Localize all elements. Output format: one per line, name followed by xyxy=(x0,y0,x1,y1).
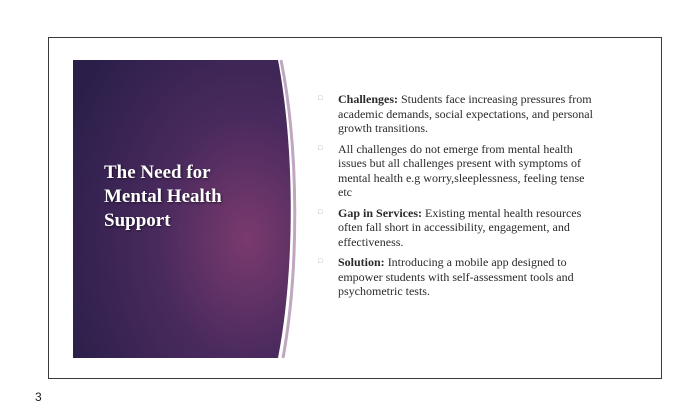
bullet-list xyxy=(318,92,596,305)
bullet-marker-icon: □ xyxy=(318,207,323,216)
bullet-text: Introducing a mobile app designed to empower students with self-assessment tools and psychometric tests. xyxy=(338,255,574,298)
slide-title: The Need for Mental Health Support xyxy=(104,162,222,231)
bullet-marker-icon: □ xyxy=(318,94,323,102)
bullet-heading: Challenges: xyxy=(338,92,398,106)
bullet-solution xyxy=(318,255,596,299)
page-number: 3 xyxy=(35,390,42,404)
bullet-text: All challenges do not emerge from mental health issues but all challenges present with symptoms of mental health e.g worry,sleeplessness, feeling tense etc xyxy=(338,141,585,199)
bullet-marker-icon: □ xyxy=(318,143,323,152)
bullet-heading: Gap in Services: xyxy=(338,205,422,220)
bullet-symptoms xyxy=(318,142,596,200)
bullet-text: Students face increasing pressures from academic demands, social expectations, and personal growth transitions. xyxy=(338,92,593,135)
bullet-heading: Solution: xyxy=(338,255,385,269)
bullet-challenges xyxy=(318,92,596,136)
bullet-gap-in-services xyxy=(318,206,596,250)
bullet-text: Existing mental health resources often fall short in accessibility, engagement, and effectiveness. xyxy=(338,205,582,249)
bullet-marker-icon: □ xyxy=(318,257,323,265)
